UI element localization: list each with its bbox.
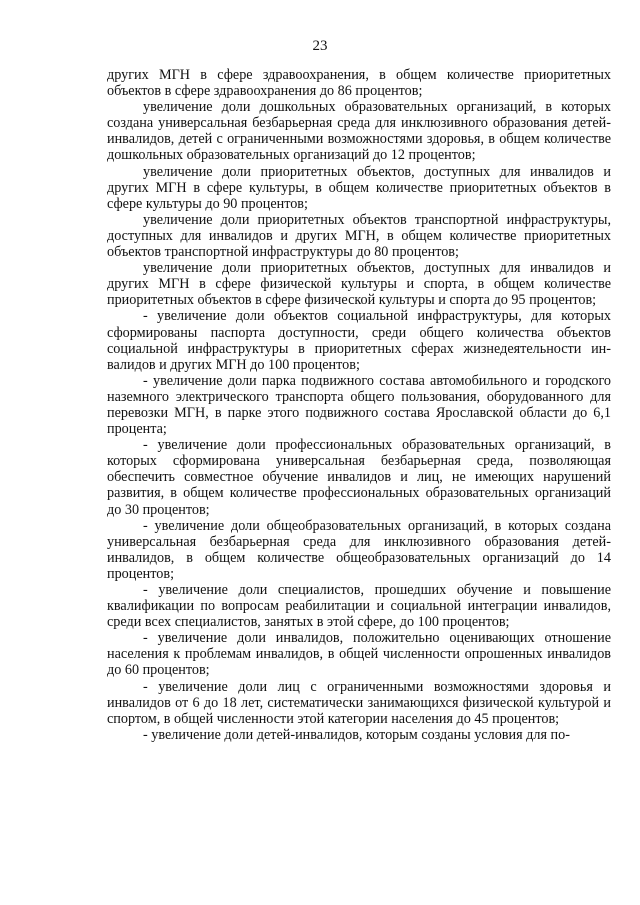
paragraph: - увеличение доли профессиональных образовательных организаций, в которых сформирована универсальная безбарьерная среда, позволяющая обеспечить совместное обучение инвалидов и лиц, не имеющих нарушений развития, в общем количестве профессиональных образовательных организаций до 30 процентов; xyxy=(107,437,611,518)
paragraph: - увеличение доли детей-инвалидов, которым созданы условия для по- xyxy=(143,726,570,743)
paragraph: - увеличение доли специалистов, прошедших обучение и повышение квалификации по вопросам реабилитации и социальной интеграции инвалидов, среди всех специалистов, занятых в этой сфере, до 100 процентов; xyxy=(107,582,611,631)
paragraph: увеличение доли приоритетных объектов, доступных для инвалидов и других МГН в сфере физической культуры и спорта, в общем количестве приоритетных объектов в сфере физической культуры и спорта до 95 процентов; xyxy=(107,260,611,309)
paragraph: - увеличение доли лиц с ограниченными возможностями здоровья и инвалидов от 6 до 18 лет, систематически занимающихся физической культурой и спортом, в общей численности этой категории населения до 45 процентов; xyxy=(107,678,611,727)
paragraph: увеличение доли приоритетных объектов транспортной инфраструктуры, доступных для инвалидов и других МГН, в общем количестве приоритетных объектов транспортной инфраструктуры до 80 процентов; xyxy=(107,211,611,261)
paragraph: - увеличение доли парка подвижного состава автомобильного и городского наземного электрического транспорта общего пользования, оборудованного для перевозки МГН, в парке этого подвижного состава Ярославской области до 6,1 процента; xyxy=(107,372,611,438)
paragraph: - увеличение доли объектов социальной инфраструктуры, для которых сформированы паспорта доступности, среди общего количества объектов социальной инфраструктуры в приоритетных сферах жизнедеятельности инвалидов и других МГН до 100 процентов; xyxy=(107,308,611,373)
page-number: 23 xyxy=(312,38,328,54)
paragraph: увеличение доли приоритетных объектов, доступных для инвалидов и других МГН в сфере культуры, в общем количестве приоритетных объектов в сфере культуры до 90 процентов; xyxy=(107,163,611,212)
paragraph: - увеличение доли общеобразовательных организаций, в которых создана универсальная безбарьерная среда для инклюзивного образования детей-инвалидов, в общем количестве общеобразовательных организаций до 14 процентов; xyxy=(107,517,611,582)
paragraph: увеличение доли дошкольных образовательных организаций, в которых создана универсальная безбарьерная среда для инклюзивного образования детей-инвалидов, детей с ограниченными возможностями здоровья, в общем количестве дошкольных образовательных организаций до 12 процентов; xyxy=(107,99,611,164)
paragraph: других МГН в сфере здравоохранения, в общем количестве приоритетных объектов в сфере здравоохранения до 86 процентов; xyxy=(107,67,611,100)
paragraph: - увеличение доли инвалидов, положительно оценивающих отношение населения к проблемам инвалидов, в общей численности опрошенных инвалидов до 60 процентов; xyxy=(107,630,611,679)
document-body xyxy=(107,67,611,743)
